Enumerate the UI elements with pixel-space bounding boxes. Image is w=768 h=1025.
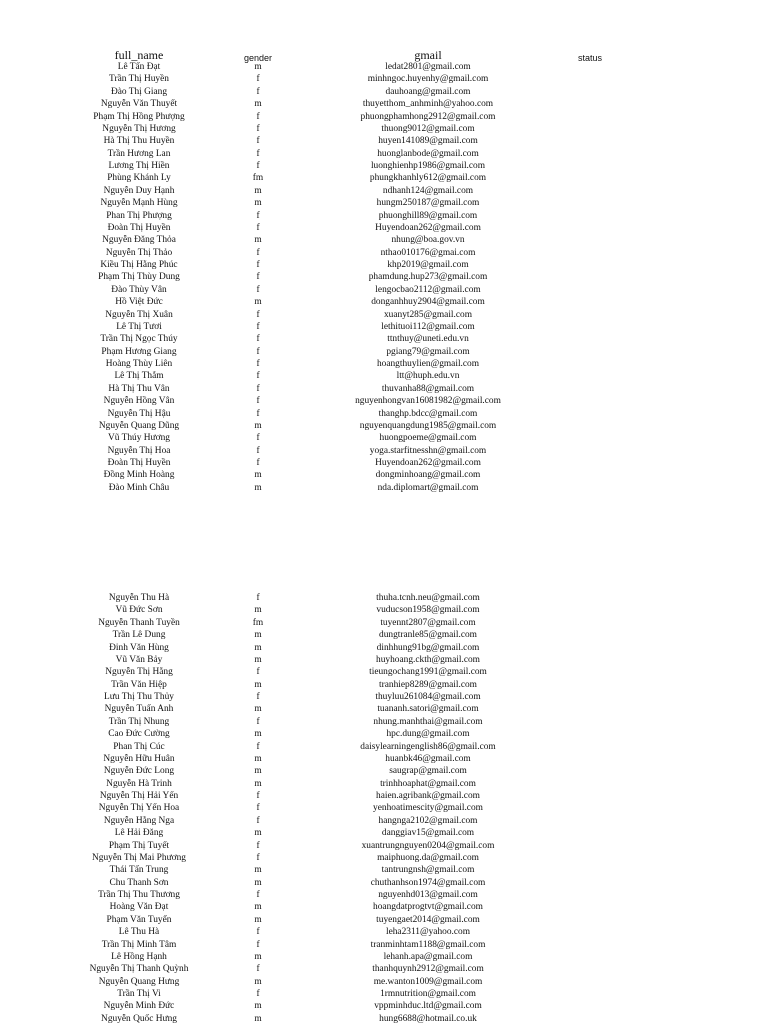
cell-full-name: Chu Thanh Sơn xyxy=(109,877,169,888)
cell-gmail: tuyennt2807@gmail.com xyxy=(380,617,476,628)
cell-gmail: ndhanh124@gmail.com xyxy=(382,185,474,196)
table-row xyxy=(0,73,768,85)
table-row xyxy=(0,172,768,184)
cell-gmail: trinhhoaphat@gmail.com xyxy=(380,778,476,789)
cell-gmail: me.wanton1009@gmail.com xyxy=(373,976,483,987)
cell-full-name: Nguyễn Văn Thuyết xyxy=(100,99,178,110)
cell-gmail: thuong9012@gmail.com xyxy=(381,123,475,134)
cell-full-name: Đoàn Thị Huyền xyxy=(107,222,171,233)
table-row xyxy=(0,963,768,975)
cell-gender: m xyxy=(254,62,262,72)
table-row xyxy=(0,408,768,420)
cell-gender: f xyxy=(256,247,260,258)
cell-gender: fm xyxy=(252,617,264,628)
table-row xyxy=(0,284,768,296)
table-row xyxy=(0,457,768,469)
table-row xyxy=(0,197,768,209)
cell-gmail: tuyengaet2014@gmail.com xyxy=(376,914,480,925)
table-row xyxy=(0,383,768,395)
cell-full-name: Thái Tấn Trung xyxy=(109,865,169,876)
table-row xyxy=(0,778,768,790)
cell-full-name: Trần Thị Ngọc Thúy xyxy=(100,334,178,345)
cell-gender: f xyxy=(256,815,260,826)
table-row xyxy=(0,939,768,951)
cell-gmail: thanghp.bdcc@gmail.com xyxy=(378,408,478,419)
cell-full-name: Nguyễn Thu Hà xyxy=(108,593,170,603)
table-row xyxy=(0,135,768,147)
table-row xyxy=(0,691,768,703)
cell-gender: f xyxy=(256,148,260,159)
table-row xyxy=(0,445,768,457)
cell-gmail: vuducson1958@gmail.com xyxy=(376,605,480,616)
table-row xyxy=(0,358,768,370)
cell-gmail: phuongphamhong2912@gmail.com xyxy=(360,111,496,122)
table-row xyxy=(0,716,768,728)
cell-full-name: Phan Thị Phượng xyxy=(106,210,172,221)
header-full-name: full_name xyxy=(114,48,164,62)
cell-gmail: nguyenhongvan16081982@gmail.com xyxy=(355,396,501,407)
cell-gmail: hangnga2102@gmail.com xyxy=(378,815,478,826)
cell-gmail: nda.diplomart@gmail.com xyxy=(377,482,479,493)
cell-full-name: Nguyễn Tuấn Anh xyxy=(104,704,174,715)
cell-full-name: Đào Thùy Vân xyxy=(111,284,167,295)
cell-full-name: Lê Thu Hà xyxy=(118,927,160,938)
table-row xyxy=(0,346,768,358)
table-row xyxy=(0,926,768,938)
cell-gender: m xyxy=(254,99,262,110)
cell-gmail: Huyendoan262@gmail.com xyxy=(375,458,481,468)
table-row xyxy=(0,1000,768,1012)
table-row xyxy=(0,914,768,926)
table-row xyxy=(0,802,768,814)
cell-gender: f xyxy=(256,260,260,270)
table-row xyxy=(0,111,768,123)
cell-full-name: Nguyễn Quốc Hưng xyxy=(101,1013,177,1024)
table-row xyxy=(0,432,768,444)
cell-full-name: Trần Thị Huyền xyxy=(109,74,169,85)
cell-full-name: Trần Lê Dung xyxy=(112,630,166,641)
cell-gender: f xyxy=(256,136,260,147)
table-row xyxy=(0,395,768,407)
table-row xyxy=(0,98,768,110)
cell-gender: f xyxy=(256,458,260,468)
cell-full-name: Lê Tấn Đạt xyxy=(117,62,161,72)
cell-full-name: Vũ Đức Sơn xyxy=(115,605,163,616)
cell-gender: f xyxy=(256,161,260,171)
cell-gender: m xyxy=(254,828,262,839)
cell-full-name: Lương Thị Hiền xyxy=(108,161,170,171)
cell-gender: m xyxy=(254,976,262,987)
cell-gmail: huonglanbode@gmail.com xyxy=(377,148,479,159)
table-row xyxy=(0,864,768,876)
cell-gmail: hoangdatprogtvt@gmail.com xyxy=(373,902,483,913)
cell-gmail: haien.agribank@gmail.com xyxy=(376,791,480,801)
cell-gmail: leha2311@yahoo.com xyxy=(385,927,471,938)
cell-full-name: Phạm Thị Thùy Dung xyxy=(98,272,180,283)
cell-gmail: yenhoatimescity@gmail.com xyxy=(373,803,483,814)
cell-gmail: lehanh.apa@gmail.com xyxy=(383,951,473,962)
cell-full-name: Hà Thị Thu Huyền xyxy=(103,136,175,147)
cell-full-name: Đào Minh Châu xyxy=(108,482,170,493)
cell-gender: f xyxy=(256,309,260,320)
cell-gmail: phuonghill89@gmail.com xyxy=(378,210,478,221)
table-row xyxy=(0,728,768,740)
cell-full-name: Lê Hải Đăng xyxy=(114,828,164,839)
table-row xyxy=(0,654,768,666)
cell-gender: f xyxy=(256,716,260,727)
cell-full-name: Kiều Thị Hằng Phúc xyxy=(100,260,178,270)
cell-full-name: Nguyễn Mạnh Hùng xyxy=(100,198,178,209)
cell-full-name: Phạm Hương Giang xyxy=(101,346,177,357)
cell-gender: m xyxy=(254,865,262,876)
table-row xyxy=(0,642,768,654)
cell-gmail: saugrap@gmail.com xyxy=(389,766,467,777)
cell-gmail: ledat2801@gmail.com xyxy=(385,62,471,72)
cell-gmail: phamdung.hup273@gmail.com xyxy=(368,272,488,283)
cell-gmail: khp2019@gmail.com xyxy=(387,260,469,270)
cell-full-name: Hoàng Thùy Liên xyxy=(105,359,173,369)
cell-gender: f xyxy=(256,371,260,382)
table-row xyxy=(0,765,768,777)
table-row xyxy=(0,741,768,753)
table-row xyxy=(0,370,768,382)
cell-full-name: Nguyễn Quang Hưng xyxy=(98,976,180,987)
cell-full-name: Nguyễn Thị Thanh Quỳnh xyxy=(89,964,189,975)
cell-full-name: Trần Thị Minh Tâm xyxy=(101,939,177,950)
header-status: status xyxy=(577,53,602,63)
table-row xyxy=(0,889,768,901)
cell-full-name: Đồng Minh Hoàng xyxy=(103,470,175,481)
cell-gmail: thuyetthom_anhminh@yahoo.com xyxy=(362,99,494,110)
cell-gmail: donganhhuy2904@gmail.com xyxy=(371,297,485,308)
records-block-1 xyxy=(0,61,768,494)
cell-full-name: Lê Thị Thắm xyxy=(114,371,164,382)
cell-gender: f xyxy=(256,840,260,851)
table-row xyxy=(0,703,768,715)
cell-gender: m xyxy=(254,654,262,665)
cell-gender: f xyxy=(256,408,260,419)
cell-full-name: Nguyễn Hồng Vân xyxy=(103,396,175,407)
cell-gmail: hung6688@hotmail.co.uk xyxy=(379,1013,477,1024)
cell-full-name: Lưu Thị Thu Thủy xyxy=(104,692,174,702)
table-row xyxy=(0,469,768,481)
cell-gender: f xyxy=(256,86,260,97)
cell-full-name: Nguyễn Duy Hạnh xyxy=(103,185,175,196)
table-row xyxy=(0,679,768,691)
cell-gmail: huyhoang.ckth@gmail.com xyxy=(376,654,480,665)
cell-gmail: phungkhanhly612@gmail.com xyxy=(369,173,487,184)
cell-gmail: nhung@boa.gov.vn xyxy=(391,235,465,246)
cell-full-name: Nguyễn Đăng Thỏa xyxy=(102,235,176,246)
table-row xyxy=(0,247,768,259)
cell-gmail: danggiav15@gmail.com xyxy=(381,828,475,839)
cell-gender: m xyxy=(254,605,262,616)
cell-gender: m xyxy=(254,753,262,764)
cell-full-name: Trần Thị Nhung xyxy=(108,716,170,727)
cell-gender: f xyxy=(256,359,260,369)
cell-gmail: dinhhung91bg@gmail.com xyxy=(376,642,480,653)
cell-gender: m xyxy=(254,482,262,493)
table-row xyxy=(0,296,768,308)
cell-gmail: huanbk46@gmail.com xyxy=(385,753,471,764)
cell-gender: f xyxy=(256,210,260,221)
table-row xyxy=(0,123,768,135)
table-row xyxy=(0,753,768,765)
cell-gender: m xyxy=(254,729,262,740)
cell-gender: f xyxy=(256,321,260,332)
cell-gender: f xyxy=(256,852,260,863)
cell-gmail: maiphuong.da@gmail.com xyxy=(377,852,479,863)
cell-gender: m xyxy=(254,778,262,789)
cell-gender: m xyxy=(254,766,262,777)
cell-full-name: Hồ Việt Đức xyxy=(115,297,163,308)
cell-full-name: Vũ Thúy Hương xyxy=(108,433,170,444)
cell-full-name: Nguyễn Thị Yến Hoa xyxy=(98,803,180,814)
cell-gender: f xyxy=(256,692,260,702)
cell-gmail: thanhquynh2912@gmail.com xyxy=(372,964,484,975)
cell-gender: m xyxy=(254,198,262,209)
cell-gender: m xyxy=(254,185,262,196)
cell-full-name: Nguyễn Thị Hằng xyxy=(105,667,173,678)
cell-gender: m xyxy=(254,704,262,715)
table-row xyxy=(0,482,768,494)
cell-gender: f xyxy=(256,334,260,345)
cell-gender: f xyxy=(256,927,260,938)
cell-gmail: daisylearningenglish86@gmail.com xyxy=(360,741,496,752)
cell-gender: f xyxy=(256,383,260,394)
cell-full-name: Phạm Thị Hồng Phượng xyxy=(93,111,185,122)
cell-gmail: lengocbao2112@gmail.com xyxy=(375,284,481,295)
table-row xyxy=(0,86,768,98)
cell-gmail: minhngoc.huyenhy@gmail.com xyxy=(367,74,489,85)
cell-gmail: nguyenhd013@gmail.com xyxy=(378,890,478,900)
cell-gmail: 1rmnutrition@gmail.com xyxy=(380,989,476,999)
cell-gender: f xyxy=(256,667,260,678)
table-row xyxy=(0,420,768,432)
cell-full-name: Nguyễn Minh Đức xyxy=(103,1001,175,1012)
cell-gmail: thuvanha88@gmail.com xyxy=(381,383,475,394)
cell-gmail: xuanyt285@gmail.com xyxy=(383,309,473,320)
cell-gender: m xyxy=(254,420,262,431)
cell-gender: f xyxy=(256,791,260,801)
cell-full-name: Nguyễn Đức Long xyxy=(103,766,175,777)
table-row xyxy=(0,604,768,616)
cell-gender: m xyxy=(254,877,262,888)
header-gmail: gmail xyxy=(414,48,442,62)
table-row xyxy=(0,333,768,345)
cell-gender: m xyxy=(254,951,262,962)
cell-full-name: Phùng Khánh Ly xyxy=(107,173,171,184)
cell-full-name: Hà Thị Thu Vân xyxy=(108,383,170,394)
cell-gender: f xyxy=(256,989,260,999)
cell-gmail: pgiang79@gmail.com xyxy=(386,346,470,357)
cell-gmail: dongminhoang@gmail.com xyxy=(375,470,481,481)
cell-gmail: ttnthuy@uneti.edu.vn xyxy=(387,334,469,345)
cell-gender: f xyxy=(256,890,260,900)
cell-gender: f xyxy=(256,396,260,407)
cell-full-name: Nguyễn Hà Trinh xyxy=(106,778,172,789)
cell-gmail: huyen141089@gmail.com xyxy=(378,136,478,147)
cell-gender: m xyxy=(254,297,262,308)
table-row xyxy=(0,592,768,604)
table-row xyxy=(0,61,768,73)
cell-gmail: hpc.dung@gmail.com xyxy=(386,729,470,740)
table-row xyxy=(0,210,768,222)
cell-gender: f xyxy=(256,964,260,975)
cell-full-name: Nguyễn Thị Mai Phương xyxy=(92,852,186,863)
cell-gmail: huongpoeme@gmail.com xyxy=(379,433,477,444)
cell-full-name: Hoàng Văn Đạt xyxy=(109,902,169,913)
table-row xyxy=(0,222,768,234)
cell-gmail: tuananh.satori@gmail.com xyxy=(377,704,479,715)
cell-full-name: Trần Hương Lan xyxy=(107,148,171,159)
cell-full-name: Nguyễn Thị Hải Yến xyxy=(99,791,179,801)
cell-gmail: dungtranle85@gmail.com xyxy=(379,630,477,641)
cell-gmail: xuantrungnguyen0204@gmail.com xyxy=(361,840,495,851)
cell-gender: m xyxy=(254,642,262,653)
table-row xyxy=(0,1013,768,1025)
table-row xyxy=(0,815,768,827)
cell-gmail: Huyendoan262@gmail.com xyxy=(375,222,481,233)
records-block-2 xyxy=(0,592,768,1025)
cell-gender: f xyxy=(256,111,260,122)
cell-gmail: tranminhtam1188@gmail.com xyxy=(370,939,486,950)
cell-gmail: vppminhduc.ltd@gmail.com xyxy=(374,1001,482,1012)
cell-gender: f xyxy=(256,123,260,134)
table-row xyxy=(0,148,768,160)
cell-full-name: Nguyễn Thị Thảo xyxy=(105,247,173,258)
cell-gmail: yoga.starfitnesshn@gmail.com xyxy=(369,445,487,456)
table-row xyxy=(0,840,768,852)
cell-gmail: nguyenquangdung1985@gmail.com xyxy=(359,420,497,431)
cell-gmail: chuthanhson1974@gmail.com xyxy=(370,877,486,888)
cell-gender: f xyxy=(256,939,260,950)
cell-gmail: thuha.tcnh.neu@gmail.com xyxy=(376,593,480,603)
cell-gmail: dauhoang@gmail.com xyxy=(385,86,471,97)
cell-gmail: luonghienhp1986@gmail.com xyxy=(370,161,486,171)
cell-gender: f xyxy=(256,803,260,814)
cell-gender: f xyxy=(256,74,260,85)
table-row xyxy=(0,259,768,271)
table-row xyxy=(0,271,768,283)
header-gender: gender xyxy=(243,53,273,63)
table-row xyxy=(0,185,768,197)
cell-gender: f xyxy=(256,445,260,456)
cell-gender: m xyxy=(254,470,262,481)
table-row xyxy=(0,790,768,802)
cell-gender: m xyxy=(254,630,262,641)
cell-gmail: hungm250187@gmail.com xyxy=(376,198,480,209)
table-row xyxy=(0,852,768,864)
cell-full-name: Lê Hồng Hạnh xyxy=(111,951,167,962)
table-row xyxy=(0,234,768,246)
cell-full-name: Trần Thị Thu Thương xyxy=(98,890,180,900)
cell-full-name: Nguyễn Thị Xuân xyxy=(105,309,173,320)
table-row xyxy=(0,827,768,839)
cell-gmail: hoangthuylien@gmail.com xyxy=(376,359,480,369)
cell-gmail: lethituoi112@gmail.com xyxy=(381,321,475,332)
cell-full-name: Nguyễn Thị Hoa xyxy=(107,445,171,456)
table-row xyxy=(0,629,768,641)
cell-gmail: nthao010176@gmai.com xyxy=(380,247,476,258)
cell-full-name: Trần Thị Vi xyxy=(117,989,161,999)
table-row xyxy=(0,901,768,913)
cell-gender: m xyxy=(254,679,262,690)
cell-gender: m xyxy=(254,235,262,246)
cell-full-name: Đoàn Thị Huyền xyxy=(107,458,171,468)
cell-full-name: Nguyễn Hữu Huân xyxy=(103,753,175,764)
cell-gender: f xyxy=(256,222,260,233)
cell-gmail: thuyluu261084@gmail.com xyxy=(375,692,481,702)
cell-gender: f xyxy=(256,272,260,283)
table-row xyxy=(0,877,768,889)
table-row xyxy=(0,617,768,629)
cell-full-name: Nguyễn Thanh Tuyền xyxy=(98,617,180,628)
cell-gender: f xyxy=(256,433,260,444)
cell-full-name: Nguyễn Quang Dũng xyxy=(98,420,180,431)
cell-full-name: Nguyễn Hằng Nga xyxy=(103,815,175,826)
table-row xyxy=(0,160,768,172)
cell-gender: f xyxy=(256,346,260,357)
table-row xyxy=(0,666,768,678)
cell-full-name: Phan Thị Cúc xyxy=(113,741,165,752)
cell-full-name: Nguyễn Thị Hậu xyxy=(107,408,171,419)
cell-full-name: Đinh Văn Hùng xyxy=(109,642,169,653)
cell-gmail: tranhiep8289@gmail.com xyxy=(379,679,477,690)
table-row xyxy=(0,951,768,963)
cell-full-name: Phạm Văn Tuyển xyxy=(106,914,172,925)
cell-gender: f xyxy=(256,741,260,752)
cell-gender: fm xyxy=(252,173,264,184)
cell-gender: m xyxy=(254,902,262,913)
cell-full-name: Lê Thị Tươi xyxy=(116,321,162,332)
cell-full-name: Đào Thị Giang xyxy=(110,86,168,97)
cell-full-name: Cao Đức Cường xyxy=(108,729,170,740)
cell-gmail: tantrungnsh@gmail.com xyxy=(381,865,475,876)
cell-gender: m xyxy=(254,914,262,925)
table-row xyxy=(0,988,768,1000)
cell-gmail: tieungochang1991@gmail.com xyxy=(369,667,487,678)
cell-full-name: Vũ Văn Bảy xyxy=(115,654,163,665)
table-row xyxy=(0,976,768,988)
table-row xyxy=(0,309,768,321)
cell-gender: m xyxy=(254,1013,262,1024)
table-row xyxy=(0,321,768,333)
cell-gender: m xyxy=(254,1001,262,1012)
cell-gmail: nhung.manhthai@gmail.com xyxy=(373,716,483,727)
cell-gmail: ltt@huph.edu.vn xyxy=(396,371,460,382)
cell-full-name: Trần Văn Hiệp xyxy=(111,679,167,690)
cell-full-name: Phạm Thị Tuyết xyxy=(108,840,170,851)
cell-gender: f xyxy=(256,284,260,295)
cell-gender: f xyxy=(256,593,260,603)
cell-full-name: Nguyễn Thị Hương xyxy=(102,123,176,134)
